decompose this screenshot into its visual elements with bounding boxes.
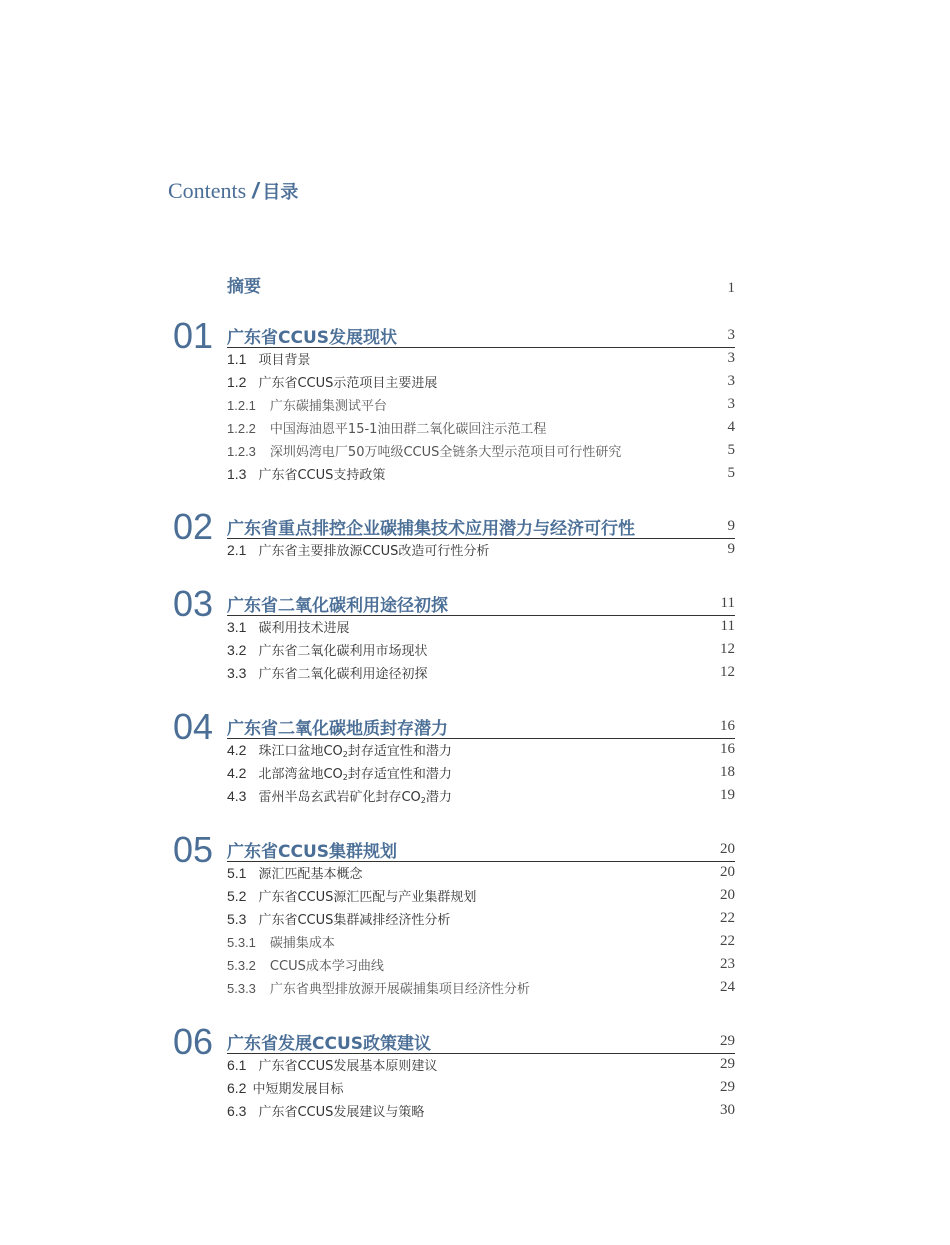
item-page: 5 [727, 442, 735, 458]
item-label: 广东省CCUS集群减排经济性分析 [258, 913, 451, 928]
item-number: 5.3.2 [227, 958, 256, 973]
item-page: 4 [727, 419, 735, 435]
item-number: 1.2.1 [227, 398, 256, 413]
item-page: 24 [720, 979, 735, 995]
item-number: 1.2.3 [227, 444, 256, 459]
item-label: 广东省CCUS发展基本原则建议 [258, 1059, 438, 1074]
item-label: 广东省CCUS发展建议与策略 [258, 1105, 425, 1120]
item-page: 22 [720, 910, 735, 926]
section-title: 广东省重点排控企业碳捕集技术应用潜力与经济可行性 [227, 518, 635, 539]
toc-item[interactable] [227, 1076, 735, 1099]
section-title-row[interactable] [227, 514, 735, 539]
item-label: 广东省CCUS源汇匹配与产业集群规划 [258, 890, 477, 905]
toc-item[interactable] [227, 416, 735, 439]
toc-item[interactable] [227, 1099, 735, 1122]
item-page: 12 [720, 664, 735, 680]
item-label: 广东省CCUS示范项目主要进展 [258, 376, 438, 391]
item-page: 29 [720, 1079, 735, 1095]
section-page: 11 [720, 594, 735, 611]
item-number: 3.3 [227, 665, 247, 681]
toc-item[interactable] [227, 462, 735, 485]
toc-item[interactable] [227, 761, 735, 784]
item-label: 碳利用技术进展 [258, 621, 350, 636]
toc-item[interactable] [227, 347, 735, 370]
item-number: 6.2 [227, 1080, 247, 1096]
section-title-row[interactable] [227, 323, 735, 348]
item-page: 9 [727, 541, 735, 557]
section-title: 广东省CCUS集群规划 [227, 841, 397, 862]
item-number: 1.1 [227, 351, 247, 367]
item-number: 5.3 [227, 911, 247, 927]
item-page: 22 [720, 933, 735, 949]
item-number: 5.2 [227, 888, 247, 904]
item-number: 3.2 [227, 642, 247, 658]
item-page: 20 [720, 887, 735, 903]
toc-item[interactable] [227, 661, 735, 684]
item-number: 5.3.3 [227, 981, 256, 996]
section-title-row[interactable] [227, 837, 735, 862]
item-number: 4.2 [227, 765, 247, 781]
item-page: 19 [720, 787, 735, 803]
item-number: 5.3.1 [227, 935, 256, 950]
item-label: 广东省主要排放源CCUS改造可行性分析 [258, 544, 490, 559]
item-page: 16 [720, 741, 735, 757]
toc-heading [168, 178, 298, 204]
item-page: 23 [720, 956, 735, 972]
item-label: 广东碳捕集测试平台 [269, 399, 387, 414]
section-title-row[interactable] [227, 1029, 735, 1054]
item-label: 广东省二氧化碳利用途径初探 [258, 667, 428, 682]
item-page: 3 [727, 350, 735, 366]
section-number: 01 [173, 315, 214, 356]
item-label: 广东省二氧化碳利用市场现状 [258, 644, 428, 659]
item-label: 深圳妈湾电厂50万吨级CCUS全链条大型示范项目可行性研究 [269, 445, 622, 460]
item-page: 3 [727, 396, 735, 412]
item-number: 4.2 [227, 742, 247, 758]
toc-entry-abstract[interactable] [227, 272, 735, 297]
section-page: 9 [727, 517, 735, 534]
item-number: 3.1 [227, 619, 247, 635]
section-number: 06 [173, 1021, 214, 1062]
item-label: 中国海油恩平15-1油田群二氧化碳回注示范工程 [269, 422, 547, 437]
section-title: 广东省二氧化碳利用途径初探 [227, 595, 448, 616]
item-number: 1.2.2 [227, 421, 256, 436]
item-number: 1.3 [227, 466, 247, 482]
item-label: 广东省典型排放源开展碳捕集项目经济性分析 [269, 982, 530, 997]
item-number: 2.1 [227, 542, 247, 558]
toc-item[interactable] [227, 638, 735, 661]
item-label: 碳捕集成本 [269, 936, 335, 951]
item-page: 11 [720, 618, 735, 634]
section-number: 05 [173, 829, 214, 870]
toc-item[interactable] [227, 884, 735, 907]
item-label: 雷州半岛玄武岩矿化封存$CO_2$潜力 [258, 790, 452, 805]
section-number: 02 [173, 506, 214, 547]
toc-item[interactable] [227, 861, 735, 884]
abstract-page: 1 [727, 280, 735, 296]
section-page: 3 [727, 326, 735, 343]
item-page: 5 [727, 465, 735, 481]
toc-item[interactable] [227, 930, 735, 953]
toc-item[interactable] [227, 615, 735, 638]
abstract-title: 摘要 [227, 277, 261, 297]
heading-chinese: 目录 [262, 182, 299, 203]
section-title: 广东省发展CCUS政策建议 [227, 1033, 431, 1054]
section-title: 广东省二氧化碳地质封存潜力 [227, 718, 448, 739]
toc-item[interactable] [227, 976, 735, 999]
item-page: 3 [727, 373, 735, 389]
section-number: 04 [173, 706, 214, 747]
item-page: 30 [720, 1102, 735, 1118]
item-label: 珠江口盆地$CO_2$封存适宜性和潜力 [258, 744, 452, 759]
item-label: 源汇匹配基本概念 [258, 867, 363, 882]
toc-item[interactable] [227, 538, 735, 561]
section-title: 广东省CCUS发展现状 [227, 327, 397, 348]
item-number: 6.3 [227, 1103, 247, 1119]
section-title-row[interactable] [227, 714, 735, 739]
section-page: 20 [720, 840, 735, 857]
toc-item[interactable] [227, 784, 735, 807]
toc-item[interactable] [227, 439, 735, 462]
toc-item[interactable] [227, 370, 735, 393]
item-label: 项目背景 [258, 353, 311, 368]
section-number: 03 [173, 583, 214, 624]
item-page: 29 [720, 1056, 735, 1072]
heading-separator: / [252, 178, 259, 203]
toc-item[interactable] [227, 1053, 735, 1076]
section-title-row[interactable] [227, 591, 735, 616]
item-number: 6.1 [227, 1057, 247, 1073]
heading-english: Contents [168, 178, 247, 203]
section-page: 29 [720, 1032, 735, 1049]
item-number: 4.3 [227, 788, 247, 804]
toc-item[interactable] [227, 393, 735, 416]
item-number: 5.1 [227, 865, 247, 881]
item-label: 中短期发展目标 [252, 1082, 344, 1097]
toc-item[interactable] [227, 907, 735, 930]
item-label: 广东省CCUS支持政策 [258, 468, 386, 483]
item-label: CCUS成本学习曲线 [269, 959, 384, 974]
item-page: 20 [720, 864, 735, 880]
item-label: 北部湾盆地$CO_2$封存适宜性和潜力 [258, 767, 452, 782]
item-page: 12 [720, 641, 735, 657]
section-page: 16 [720, 717, 735, 734]
item-page: 18 [720, 764, 735, 780]
item-number: 1.2 [227, 374, 247, 390]
toc-item[interactable] [227, 953, 735, 976]
toc-item[interactable] [227, 738, 735, 761]
